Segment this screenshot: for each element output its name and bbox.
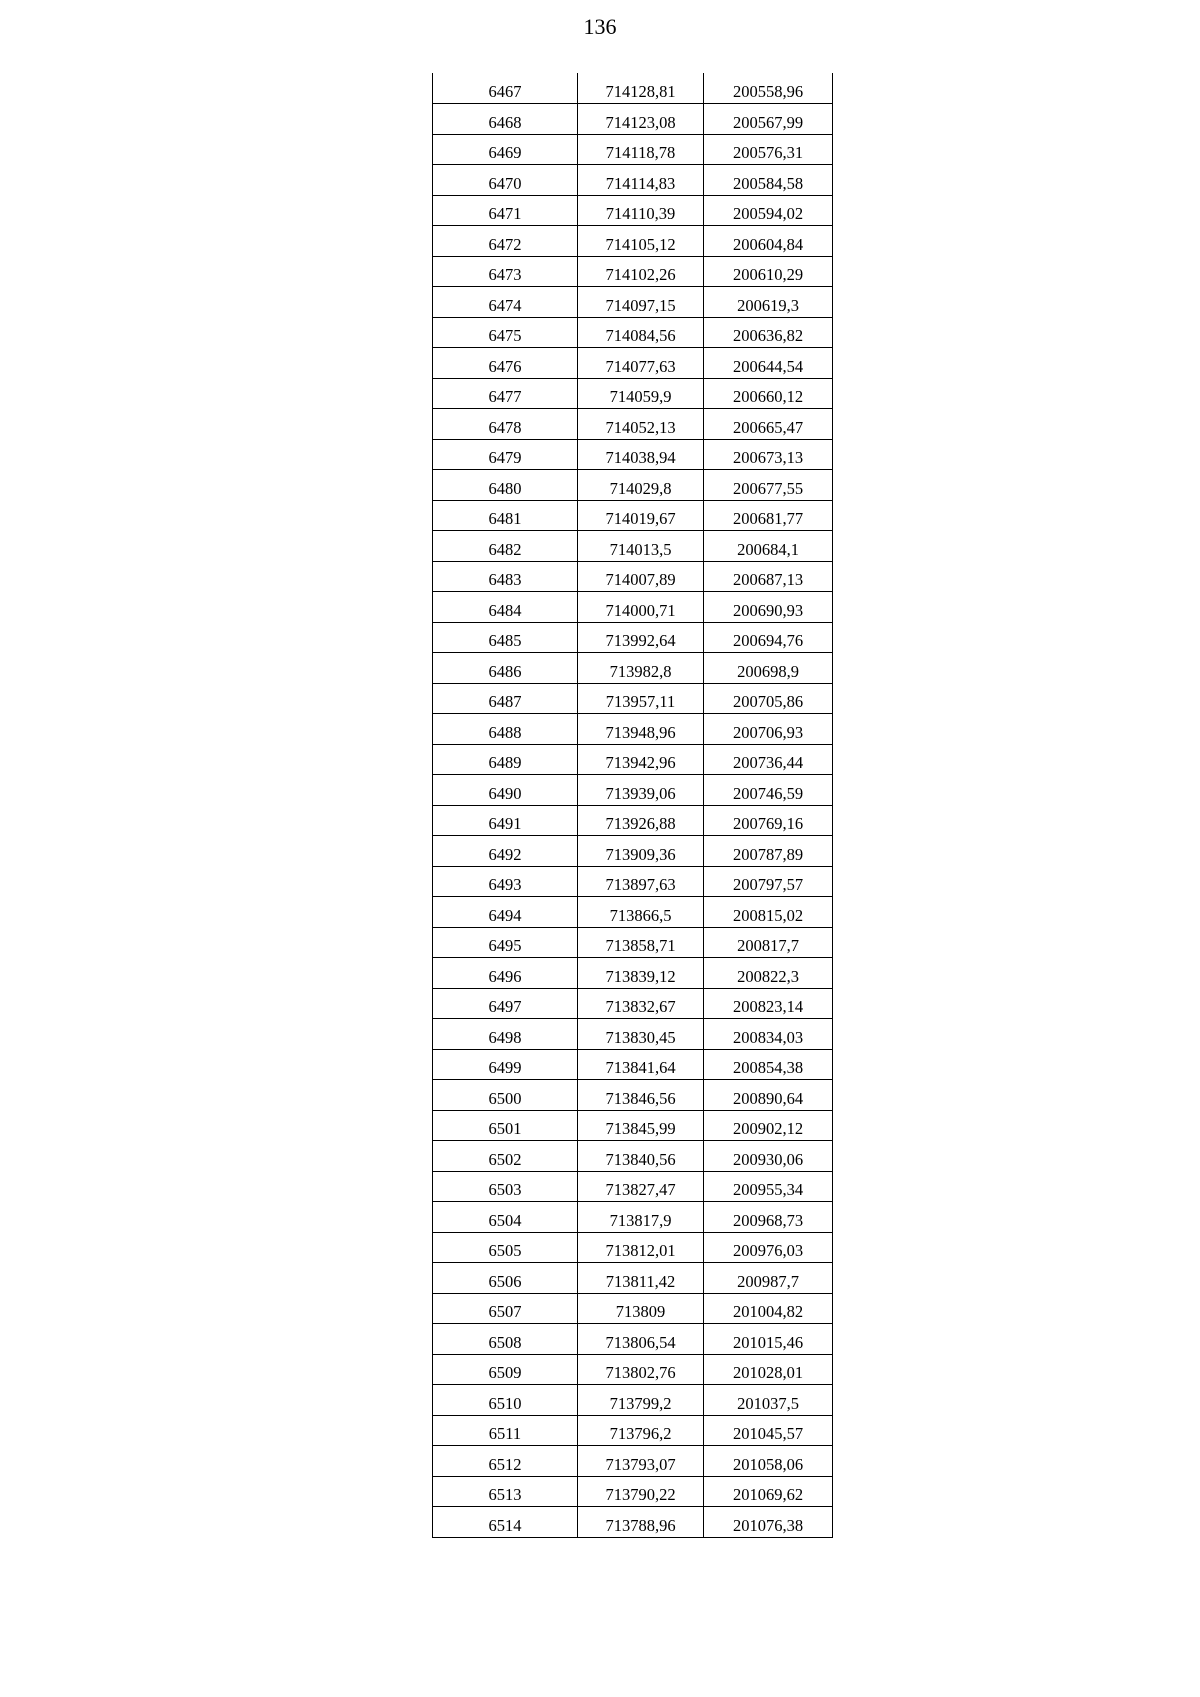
x-coordinate-cell: 713840,56 <box>578 1141 704 1172</box>
point-number-cell: 6506 <box>433 1263 578 1294</box>
x-coordinate-cell: 714114,83 <box>578 165 704 196</box>
table-row <box>433 1141 833 1172</box>
y-coordinate-cell: 200706,93 <box>704 714 833 745</box>
point-number-cell: 6509 <box>433 1354 578 1385</box>
point-number-cell: 6494 <box>433 897 578 928</box>
point-number-cell: 6492 <box>433 836 578 867</box>
y-coordinate-cell: 201045,57 <box>704 1415 833 1446</box>
x-coordinate-cell: 713790,22 <box>578 1476 704 1507</box>
y-coordinate-cell: 200690,93 <box>704 592 833 623</box>
y-coordinate-cell: 200684,1 <box>704 531 833 562</box>
table-row <box>433 317 833 348</box>
point-number-cell: 6513 <box>433 1476 578 1507</box>
point-number-cell: 6500 <box>433 1080 578 1111</box>
point-number-cell: 6467 <box>433 73 578 104</box>
x-coordinate-cell: 713845,99 <box>578 1110 704 1141</box>
table-row <box>433 805 833 836</box>
x-coordinate-cell: 713793,07 <box>578 1446 704 1477</box>
x-coordinate-cell: 713812,01 <box>578 1232 704 1263</box>
y-coordinate-cell: 200584,58 <box>704 165 833 196</box>
table-row <box>433 1354 833 1385</box>
y-coordinate-cell: 200636,82 <box>704 317 833 348</box>
x-coordinate-cell: 714007,89 <box>578 561 704 592</box>
point-number-cell: 6490 <box>433 775 578 806</box>
y-coordinate-cell: 200644,54 <box>704 348 833 379</box>
point-number-cell: 6485 <box>433 622 578 653</box>
y-coordinate-cell: 200681,77 <box>704 500 833 531</box>
x-coordinate-cell: 713909,36 <box>578 836 704 867</box>
y-coordinate-cell: 200576,31 <box>704 134 833 165</box>
point-number-cell: 6508 <box>433 1324 578 1355</box>
y-coordinate-cell: 200955,34 <box>704 1171 833 1202</box>
point-number-cell: 6477 <box>433 378 578 409</box>
table-row <box>433 897 833 928</box>
table-row <box>433 1202 833 1233</box>
x-coordinate-cell: 714123,08 <box>578 104 704 135</box>
point-number-cell: 6505 <box>433 1232 578 1263</box>
x-coordinate-cell: 713832,67 <box>578 988 704 1019</box>
table-row <box>433 165 833 196</box>
point-number-cell: 6474 <box>433 287 578 318</box>
x-coordinate-cell: 714052,13 <box>578 409 704 440</box>
y-coordinate-cell: 200769,16 <box>704 805 833 836</box>
y-coordinate-cell: 200677,55 <box>704 470 833 501</box>
point-number-cell: 6487 <box>433 683 578 714</box>
point-number-cell: 6475 <box>433 317 578 348</box>
y-coordinate-cell: 201069,62 <box>704 1476 833 1507</box>
table-row <box>433 1324 833 1355</box>
point-number-cell: 6480 <box>433 470 578 501</box>
y-coordinate-cell: 201037,5 <box>704 1385 833 1416</box>
point-number-cell: 6511 <box>433 1415 578 1446</box>
y-coordinate-cell: 201028,01 <box>704 1354 833 1385</box>
point-number-cell: 6470 <box>433 165 578 196</box>
x-coordinate-cell: 714029,8 <box>578 470 704 501</box>
x-coordinate-cell: 714038,94 <box>578 439 704 470</box>
x-coordinate-cell: 713817,9 <box>578 1202 704 1233</box>
point-number-cell: 6472 <box>433 226 578 257</box>
y-coordinate-cell: 200558,96 <box>704 73 833 104</box>
point-number-cell: 6473 <box>433 256 578 287</box>
y-coordinate-cell: 200567,99 <box>704 104 833 135</box>
y-coordinate-cell: 200687,13 <box>704 561 833 592</box>
point-number-cell: 6471 <box>433 195 578 226</box>
point-number-cell: 6478 <box>433 409 578 440</box>
table-row <box>433 1019 833 1050</box>
y-coordinate-cell: 201058,06 <box>704 1446 833 1477</box>
x-coordinate-cell: 713811,42 <box>578 1263 704 1294</box>
y-coordinate-cell: 201015,46 <box>704 1324 833 1355</box>
x-coordinate-cell: 713841,64 <box>578 1049 704 1080</box>
x-coordinate-cell: 713942,96 <box>578 744 704 775</box>
table-row <box>433 988 833 1019</box>
table-row <box>433 134 833 165</box>
y-coordinate-cell: 200817,7 <box>704 927 833 958</box>
x-coordinate-cell: 713948,96 <box>578 714 704 745</box>
table-row <box>433 1232 833 1263</box>
x-coordinate-cell: 714105,12 <box>578 226 704 257</box>
x-coordinate-cell: 714102,26 <box>578 256 704 287</box>
point-number-cell: 6510 <box>433 1385 578 1416</box>
x-coordinate-cell: 713982,8 <box>578 653 704 684</box>
point-number-cell: 6507 <box>433 1293 578 1324</box>
y-coordinate-cell: 200694,76 <box>704 622 833 653</box>
table-row <box>433 470 833 501</box>
table-row <box>433 927 833 958</box>
table-row <box>433 531 833 562</box>
x-coordinate-cell: 713897,63 <box>578 866 704 897</box>
y-coordinate-cell: 200604,84 <box>704 226 833 257</box>
y-coordinate-cell: 201076,38 <box>704 1507 833 1538</box>
y-coordinate-cell: 200823,14 <box>704 988 833 1019</box>
x-coordinate-cell: 713830,45 <box>578 1019 704 1050</box>
y-coordinate-cell: 200834,03 <box>704 1019 833 1050</box>
table-row <box>433 592 833 623</box>
x-coordinate-cell: 713957,11 <box>578 683 704 714</box>
table-row <box>433 256 833 287</box>
x-coordinate-cell: 713802,76 <box>578 1354 704 1385</box>
table-row <box>433 744 833 775</box>
table-row <box>433 1110 833 1141</box>
y-coordinate-cell: 200736,44 <box>704 744 833 775</box>
y-coordinate-cell: 200660,12 <box>704 378 833 409</box>
table-row <box>433 500 833 531</box>
x-coordinate-cell: 713858,71 <box>578 927 704 958</box>
x-coordinate-cell: 713788,96 <box>578 1507 704 1538</box>
x-coordinate-cell: 713806,54 <box>578 1324 704 1355</box>
point-number-cell: 6512 <box>433 1446 578 1477</box>
table-row <box>433 836 833 867</box>
y-coordinate-cell: 200822,3 <box>704 958 833 989</box>
point-number-cell: 6503 <box>433 1171 578 1202</box>
table-row <box>433 226 833 257</box>
x-coordinate-cell: 714097,15 <box>578 287 704 318</box>
point-number-cell: 6479 <box>433 439 578 470</box>
y-coordinate-cell: 200987,7 <box>704 1263 833 1294</box>
x-coordinate-cell: 713799,2 <box>578 1385 704 1416</box>
x-coordinate-cell: 714000,71 <box>578 592 704 623</box>
table-row <box>433 104 833 135</box>
y-coordinate-cell: 200705,86 <box>704 683 833 714</box>
table-row <box>433 683 833 714</box>
y-coordinate-cell: 200976,03 <box>704 1232 833 1263</box>
x-coordinate-cell: 714077,63 <box>578 348 704 379</box>
point-number-cell: 6499 <box>433 1049 578 1080</box>
y-coordinate-cell: 200890,64 <box>704 1080 833 1111</box>
y-coordinate-cell: 200698,9 <box>704 653 833 684</box>
table-row <box>433 958 833 989</box>
x-coordinate-cell: 714059,9 <box>578 378 704 409</box>
table-row <box>433 1507 833 1538</box>
y-coordinate-cell: 200594,02 <box>704 195 833 226</box>
point-number-cell: 6469 <box>433 134 578 165</box>
x-coordinate-cell: 713939,06 <box>578 775 704 806</box>
y-coordinate-cell: 200610,29 <box>704 256 833 287</box>
table-row <box>433 622 833 653</box>
point-number-cell: 6476 <box>433 348 578 379</box>
point-number-cell: 6483 <box>433 561 578 592</box>
table-row <box>433 1385 833 1416</box>
point-number-cell: 6488 <box>433 714 578 745</box>
table-row <box>433 1415 833 1446</box>
point-number-cell: 6498 <box>433 1019 578 1050</box>
coordinates-table <box>432 73 833 1538</box>
x-coordinate-cell: 713846,56 <box>578 1080 704 1111</box>
x-coordinate-cell: 714019,67 <box>578 500 704 531</box>
y-coordinate-cell: 200619,3 <box>704 287 833 318</box>
y-coordinate-cell: 200968,73 <box>704 1202 833 1233</box>
x-coordinate-cell: 713839,12 <box>578 958 704 989</box>
y-coordinate-cell: 200815,02 <box>704 897 833 928</box>
y-coordinate-cell: 200930,06 <box>704 1141 833 1172</box>
x-coordinate-cell: 713866,5 <box>578 897 704 928</box>
table-row <box>433 1171 833 1202</box>
coordinates-table-body <box>433 73 833 1537</box>
y-coordinate-cell: 200854,38 <box>704 1049 833 1080</box>
point-number-cell: 6501 <box>433 1110 578 1141</box>
point-number-cell: 6482 <box>433 531 578 562</box>
x-coordinate-cell: 714013,5 <box>578 531 704 562</box>
table-row <box>433 195 833 226</box>
table-row <box>433 1293 833 1324</box>
page-number: 136 <box>583 14 617 39</box>
table-row <box>433 73 833 104</box>
x-coordinate-cell: 713796,2 <box>578 1415 704 1446</box>
point-number-cell: 6484 <box>433 592 578 623</box>
table-row <box>433 1263 833 1294</box>
point-number-cell: 6495 <box>433 927 578 958</box>
point-number-cell: 6502 <box>433 1141 578 1172</box>
table-row <box>433 1476 833 1507</box>
point-number-cell: 6504 <box>433 1202 578 1233</box>
x-coordinate-cell: 713827,47 <box>578 1171 704 1202</box>
table-row <box>433 287 833 318</box>
x-coordinate-cell: 713809 <box>578 1293 704 1324</box>
point-number-cell: 6489 <box>433 744 578 775</box>
table-row <box>433 714 833 745</box>
table-row <box>433 866 833 897</box>
table-row <box>433 653 833 684</box>
y-coordinate-cell: 200665,47 <box>704 409 833 440</box>
x-coordinate-cell: 714128,81 <box>578 73 704 104</box>
point-number-cell: 6497 <box>433 988 578 1019</box>
x-coordinate-cell: 714110,39 <box>578 195 704 226</box>
x-coordinate-cell: 713992,64 <box>578 622 704 653</box>
table-row <box>433 378 833 409</box>
table-row <box>433 775 833 806</box>
table-row <box>433 409 833 440</box>
y-coordinate-cell: 200673,13 <box>704 439 833 470</box>
point-number-cell: 6491 <box>433 805 578 836</box>
x-coordinate-cell: 714118,78 <box>578 134 704 165</box>
table-row <box>433 439 833 470</box>
table-row <box>433 348 833 379</box>
y-coordinate-cell: 201004,82 <box>704 1293 833 1324</box>
point-number-cell: 6468 <box>433 104 578 135</box>
table-row <box>433 561 833 592</box>
y-coordinate-cell: 200787,89 <box>704 836 833 867</box>
table-row <box>433 1446 833 1477</box>
point-number-cell: 6496 <box>433 958 578 989</box>
point-number-cell: 6486 <box>433 653 578 684</box>
point-number-cell: 6481 <box>433 500 578 531</box>
y-coordinate-cell: 200797,57 <box>704 866 833 897</box>
point-number-cell: 6493 <box>433 866 578 897</box>
table-row <box>433 1080 833 1111</box>
y-coordinate-cell: 200746,59 <box>704 775 833 806</box>
table-row <box>433 1049 833 1080</box>
x-coordinate-cell: 713926,88 <box>578 805 704 836</box>
point-number-cell: 6514 <box>433 1507 578 1538</box>
x-coordinate-cell: 714084,56 <box>578 317 704 348</box>
y-coordinate-cell: 200902,12 <box>704 1110 833 1141</box>
